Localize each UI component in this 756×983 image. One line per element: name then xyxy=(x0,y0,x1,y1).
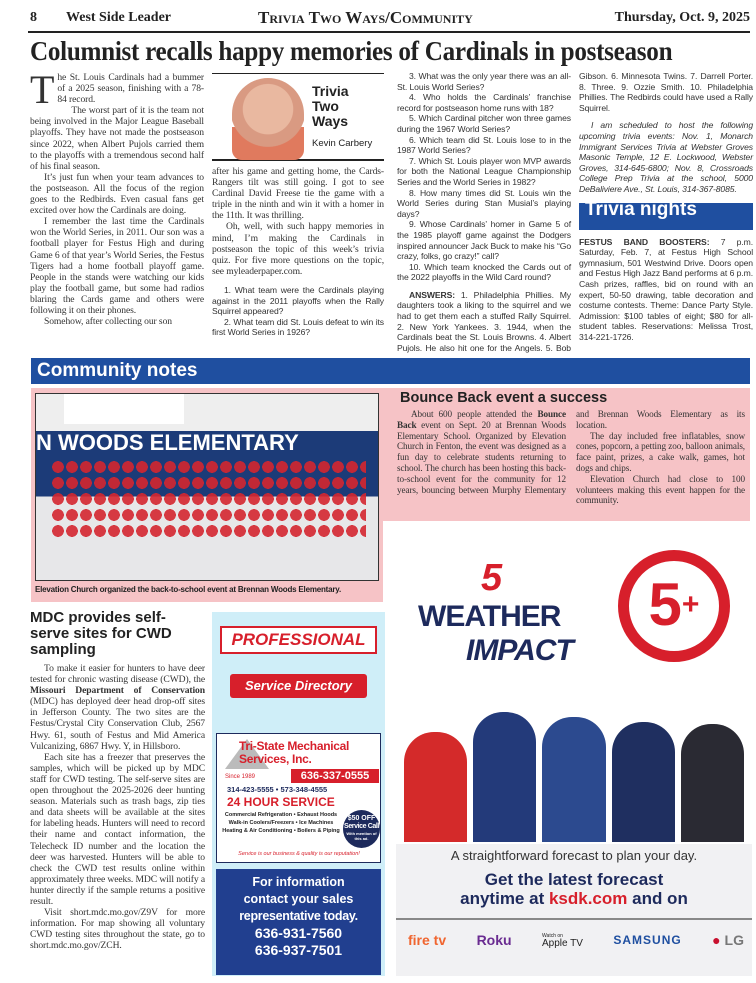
headline: Columnist recalls happy memories of Cardinals in postseason xyxy=(30,36,673,66)
sales-line: representative today. xyxy=(239,909,358,923)
title-line: Trivia xyxy=(312,83,349,99)
trivia-nights-banner: Trivia nights xyxy=(579,203,753,230)
trivia-question: 6. Which team did St. Louis lose to in the 1987 World Series? xyxy=(397,134,571,156)
service-line: Walk-in Coolers/Freezers • Ice Machines xyxy=(228,820,334,826)
article-col-1 xyxy=(30,67,204,328)
name-line: Tri-State Mechanical xyxy=(239,739,350,753)
trivia-flow-columns xyxy=(397,71,753,356)
mdc-article xyxy=(30,663,205,951)
badge-line: $50 OFF xyxy=(347,815,376,822)
roku-logo: Roku xyxy=(476,932,512,948)
meteorologists-photo xyxy=(404,702,744,842)
article-paragraph: The day included free inflatables, snow cones, popcorn, a petting zoo, balloon animals, face paint, prizes, a cake walk, games, hot dogs and chips. xyxy=(576,430,745,473)
answers-text: 1. Philadelphia Phillies. My daughters took a liking to the squirrel and we had to get them each a stuffed Rally Squirrel. 2. New York Yankees. 3. 1944, when the Cardinals beat the St. Louis Browns. 4. Albert Pujols. He also hit one for the Angels. 5. Bob Gibson. 6. Minnesota Twins. 7. Darrell Porter. 8. Three. 9. Ozzie Smith. 10. Philadelphia Phillies. The Redbirds could have used a Rally Squirrel. xyxy=(397,71,753,353)
name-line: Services, Inc. xyxy=(239,752,312,766)
article-paragraph: Oh, well, with such happy memories in mind, I’m making the Cardinals in postseason the topic of this week’s trivia quiz. For five more questions on the topic, see myleaderpaper.com. xyxy=(212,221,384,277)
article-paragraph: Each site has a freezer that preserves the samples, which will be picked up by MDC staff for CWD testing. The self-serve sites are open throughout the 2025-2026 deer hunting season. Materials such as trash bags, zip ties and data sheets will be available at the sites for labeling heads. Hunters will need to record their name and contact information, the Telecheck ID number and the location the deer was harvested. Hunters will be able to check the CWD test results online within approximately three weeks. MDC will notify a hunter directly if the sample returns a positive result. xyxy=(30,751,205,907)
sales-line: For information xyxy=(252,875,345,889)
text: To make it easier for hunters to have deer tested for chronic wasting disease (CWD), the xyxy=(30,663,205,686)
column-title xyxy=(312,84,349,129)
ad-cta xyxy=(396,870,752,908)
platform-logos xyxy=(408,932,744,948)
sales-contact-ad xyxy=(216,869,381,975)
article-paragraph: The worst part of it is the team not being involved in the Major League Baseball playoffs. They have not made the postseason since 2022, when Albert Pujols carried them to the playoffs with a tremendous second half of his final season. xyxy=(30,105,204,172)
event-name: Bounce Back xyxy=(397,409,566,430)
event-photo xyxy=(35,393,379,581)
article-paragraph: Visit short.mdc.mo.gov/Z9V for more information. For map showing all voluntary CWD testing sites throughout the state, go to short.mdc.mo.gov/ZCH. xyxy=(30,907,205,952)
text: event on Sept. 20 at Brennan Woods Elementary School. Organized by Elevation Church in Fenton, the event was designed as a fun day to celebrate students returning to school. The church has been hosting this back-to-school event for the community for 12 years, bouncing between Murphy Elementary and Brennan Woods Elementary as its location. xyxy=(397,409,745,495)
trivia-question: 7. Which St. Louis player won MVP awards for both the National League Championship Series and the World Series in 1982? xyxy=(397,155,571,187)
tristate-ad[interactable] xyxy=(216,733,381,863)
photo-screen xyxy=(64,394,184,424)
sales-line: contact your sales xyxy=(243,892,354,906)
article-paragraph: Somehow, after collecting our son xyxy=(44,316,172,328)
section-title: Trivia Two Ways/Community xyxy=(258,8,473,27)
since-text: Since 1989 xyxy=(225,774,256,780)
sales-phone: 636-931-7560 xyxy=(254,925,343,941)
trivia-question: 4. Who holds the Cardinals’ franchise record for postseason home runs with 18? xyxy=(397,92,571,113)
text: (MDC) has deployed deer head drop-off sites in Jefferson County. The two sites are the Festus/Crystal City Conservation Club, 2567 Hwy. 61, south of Festus and Mid America Vulcanizing, 6867 Hwy. Y, in Hillsboro. xyxy=(30,696,205,752)
lg-label: LG xyxy=(724,932,744,948)
page-number: 8 xyxy=(30,10,37,25)
article-paragraph: Elevation Church had close to 100 volunteers making this event happen for the community. xyxy=(576,473,745,506)
trivia-question: 2. What team did St. Louis defeat to win its first World Series in 1926? xyxy=(212,316,384,338)
watch-on-label: Watch on xyxy=(542,932,563,939)
ad-tagline: A straightforward forecast to plan your day. xyxy=(450,848,698,863)
article-paragraph: he St. Louis Cardinals had a bummer of a 2025 season, finishing with a 78-84 record. xyxy=(57,72,204,106)
trivia-question: 1. What team were the Cardinals playing against in the 2011 playoffs when the Rally Squirrel appeared? xyxy=(212,284,384,317)
trivia-question: 5. Which Cardinal pitcher won three games during the 1967 World Series? xyxy=(397,113,571,134)
trivia-question: 10. Which team knocked the Cards out of the 2022 playoffs in the Wild Card round? xyxy=(397,261,571,283)
impact-logo: IMPACT xyxy=(466,634,573,667)
paper-name: West Side Leader xyxy=(66,10,171,25)
person xyxy=(681,724,744,842)
person xyxy=(404,732,467,842)
photo-crowd xyxy=(51,459,366,537)
station-logo-small: 5 xyxy=(481,557,503,599)
bounce-headline: Bounce Back event a success xyxy=(400,390,608,406)
weather-logo: WEATHER xyxy=(418,600,561,633)
sales-phone: 636-937-7501 xyxy=(254,942,343,958)
person xyxy=(542,717,605,842)
person xyxy=(473,712,536,842)
dropcap: T xyxy=(30,67,55,112)
org-name: Missouri Department of Conservation xyxy=(30,685,205,697)
slogan: Service is our business & quality is our reputation! xyxy=(238,851,360,857)
directory-subtitle: Service Directory xyxy=(230,674,367,698)
ksdk-5plus-logo: 5+ xyxy=(618,550,730,662)
trivia-question: 9. Whose Cardinals’ homer in Game 5 of the 1985 playoff game against the Dodgers inspired announcer Jack Buck to make his “Go crazy, folks, go crazy!” call? xyxy=(397,219,571,262)
badge-line: Service Call xyxy=(344,823,379,830)
columnist-photo xyxy=(232,78,304,160)
trivia-events-note: I am scheduled to host the following upcoming trivia events: Nov. 1, Monarch Immigrant Services Trivia at Webster Groves Masonic Temple, 12 E. Lockwood, Webster Groves, 314-645-6800; Nov. 8, Crossroads College Prep Trivia at the school, 5000 DeBaliviere Ave., St. Louis, 314-367-8085. xyxy=(579,120,753,194)
column-sig xyxy=(212,73,384,161)
article-paragraph: It’s just fun when your team advances to the postseason. All the focus of the region goes to the Redbirds. Even casual fans get excited over how the Cardinals are doing. xyxy=(30,171,204,217)
title-line: Ways xyxy=(312,113,349,129)
weather-impact-ad[interactable] xyxy=(396,524,752,976)
mdc-headline: MDC provides self-serve sites for CWD sampling xyxy=(30,609,172,658)
listing-text: 7 p.m. Saturday, Feb. 7, at Festus High School gymnasium, 501 Westwind Drive. Doors open and Festus High Jazz Band performs at 6 p.m. Cash prizes, raffles, bid on round with an expert, 50-50 drawing, table decoration and costume contests. Theme: Dance Party Style. Admission: $100 tables of eight; $80 for all-student tables. Reservations: Melissa Trost, 314-221-1726. xyxy=(579,236,753,342)
photo-sign: N WOODS ELEMENTARY xyxy=(36,430,299,455)
article-paragraph: after his game and getting home, the Cards-Rangers tilt was still going. I got to see Cardinal David Freese tie the game with a triple in the ninth and win it with a homer in the 11th. It was thrilling. xyxy=(212,166,384,222)
bounce-article xyxy=(397,409,745,517)
apple-tv-logo xyxy=(542,933,583,948)
services-list xyxy=(220,811,342,835)
company-name xyxy=(239,740,349,766)
directory-title: PROFESSIONAL xyxy=(220,626,377,654)
answers-label: ANSWERS: xyxy=(409,289,455,300)
cta-line: Get the latest forecast xyxy=(484,870,664,889)
service-line: Commercial Refrigeration • Exhaust Hoods xyxy=(224,812,338,818)
service-line: Heating & Air Conditioning • Boilers & Piping xyxy=(222,828,340,834)
cta-text: anytime at xyxy=(460,889,549,908)
trivia-nights-listing xyxy=(579,237,753,343)
article-col-2 xyxy=(212,166,384,338)
ad-divider xyxy=(396,918,752,920)
community-notes-banner: Community notes xyxy=(31,358,750,384)
article-paragraph: I remember the last time the Cardinals won the World Series, in 2011. Our son was a football player for Festus High and during Game 6 of that year’s World Series, the Festus Tigers had a home football playoff game. People in the stands were watching our kids play the football game, but some had radios blaring the Cards game and others were following it on their phones. xyxy=(30,216,204,316)
photo-caption: Elevation Church organized the back-to-school event at Brennan Woods Elementary. xyxy=(35,585,341,594)
apple-tv-label: Apple TV xyxy=(542,937,583,949)
coupon-badge xyxy=(343,810,380,848)
logo-5: 5 xyxy=(648,571,682,638)
service-hours: 24 HOUR SERVICE xyxy=(227,795,335,809)
title-line: Two xyxy=(312,98,339,114)
lg-logo: ● LG xyxy=(712,932,744,948)
header-rule xyxy=(28,31,750,33)
trivia-question: 3. What was the only year there was an all-St. Louis World Series? xyxy=(397,71,571,92)
samsung-logo: SAMSUNG xyxy=(613,933,682,947)
ksdk-link[interactable]: ksdk.com xyxy=(548,889,628,908)
cta-text: and on xyxy=(627,889,688,908)
issue-date: Thursday, Oct. 9, 2025 xyxy=(614,10,750,25)
fire-tv-logo: fire tv xyxy=(408,932,447,948)
author-name: Kevin Carbery xyxy=(312,138,373,149)
badge-line: With mention of this ad. xyxy=(346,831,377,841)
phones: 314-423-5555 • 573-348-4555 xyxy=(227,785,328,794)
trivia-question: 8. How many times did St. Louis win the World Series during Stan Musial’s playing days? xyxy=(397,187,571,219)
text: About 600 people attended the xyxy=(411,409,538,419)
listing-label: FESTUS BAND BOOSTERS: xyxy=(579,236,710,247)
main-phone: 636-337-0555 xyxy=(291,769,379,783)
person xyxy=(612,722,675,842)
